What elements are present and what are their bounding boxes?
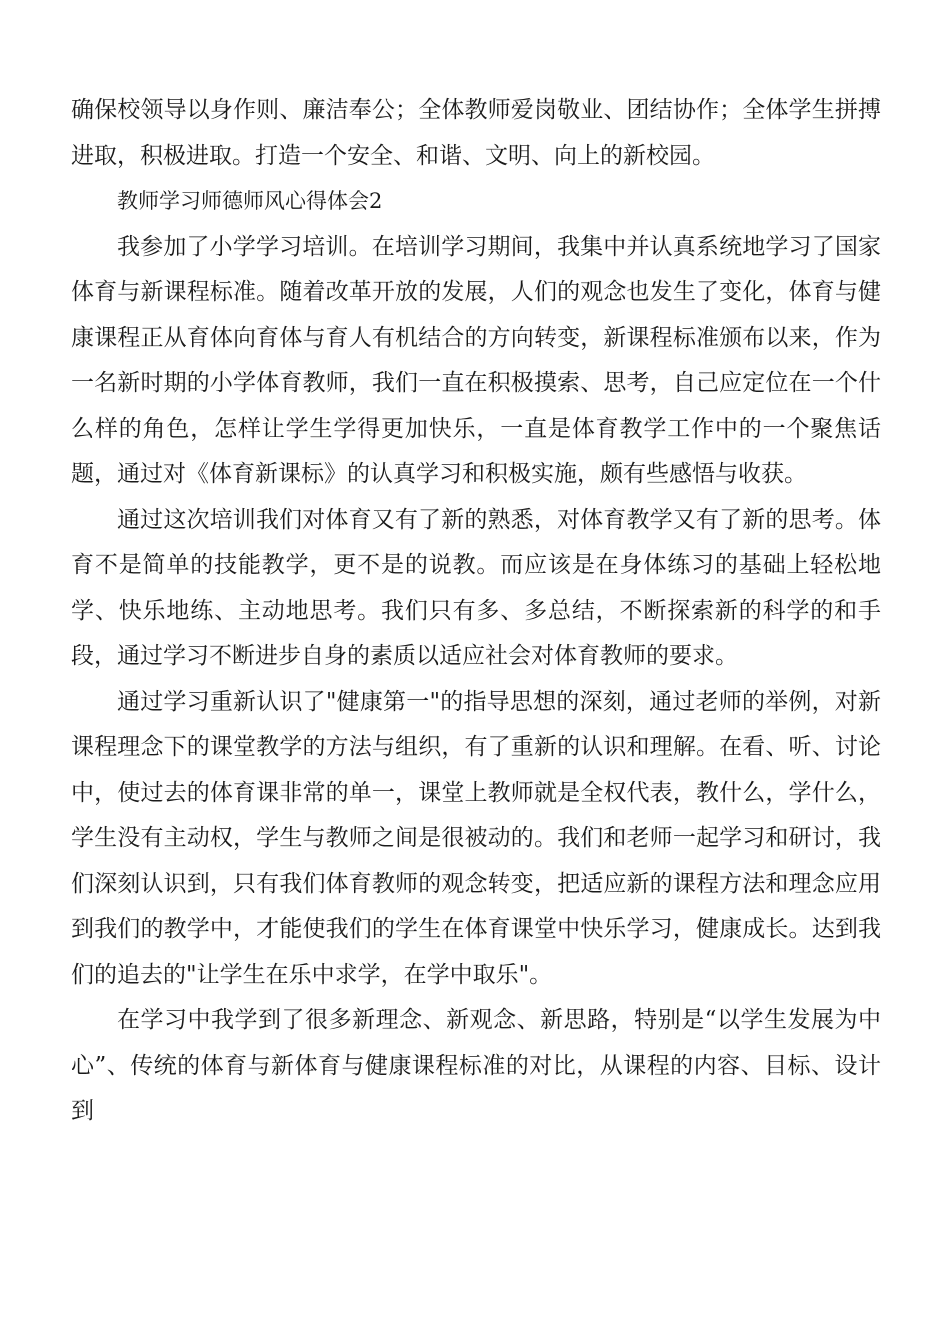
paragraph-continuation: 确保校领导以身作则、廉洁奉公；全体教师爱岗敬业、团结协作；全体学生拼搏进取，积极进取。打造一个安全、和谐、文明、向上的新校园。 (71, 97, 881, 169)
paragraph-training-intro: 我参加了小学学习培训。在培训学习期间，我集中并认真系统地学习了国家体育与新课程标准。随着改革开放的发展，人们的观念也发生了变化，体育与健康课程正从育体向育体与育人有机结合的方向转变，新课程标准颁布以来，作为一名新时期的小学体育教师，我们一直在积极摸索、思考，自己应定位在一个什么样的角色，怎样让学生学得更加快乐，一直是体育教学工作中的一个聚焦话题，通过对《体育新课标》的认真学习和积极实施，颇有些感悟与收获。 (71, 233, 881, 487)
paragraph-new-concepts: 在学习中我学到了很多新理念、新观念、新思路，特别是“以学生发展为中心”、传统的体育与新体育与健康课程标准的对比，从课程的内容、目标、设计到 (71, 1007, 881, 1124)
section-heading: 教师学习师德师风心得体会2 (117, 189, 383, 213)
paragraph-new-understanding: 通过这次培训我们对体育又有了新的熟悉，对体育教学又有了新的思考。体育不是简单的技能教学，更不是的说教。而应该是在身体练习的基础上轻松地学、快乐地练、主动地思考。我们只有多、多总结，不断探索新的科学的和手段，通过学习不断进步自身的素质以适应社会对体育教师的要求。 (71, 506, 881, 669)
paragraph-health-first: 通过学习重新认识了"健康第一"的指导思想的深刻，通过老师的举例，对新课程理念下的课堂教学的方法与组织，有了重新的认识和理解。在看、听、讨论中，使过去的体育课非常的单一，课堂上教师就是全权代表，教什么，学什么，学生没有主动权，学生与教师之间是很被动的。我们和老师一起学习和研讨，我们深刻认识到，只有我们体育教师的观念转变，把适应新的课程方法和理念应用到我们的教学中，才能使我们的学生在体育课堂中快乐学习，健康成长。达到我们的追去的"让学生在乐中求学，在学中取乐"。 (71, 688, 881, 988)
document-body (71, 88, 881, 1135)
